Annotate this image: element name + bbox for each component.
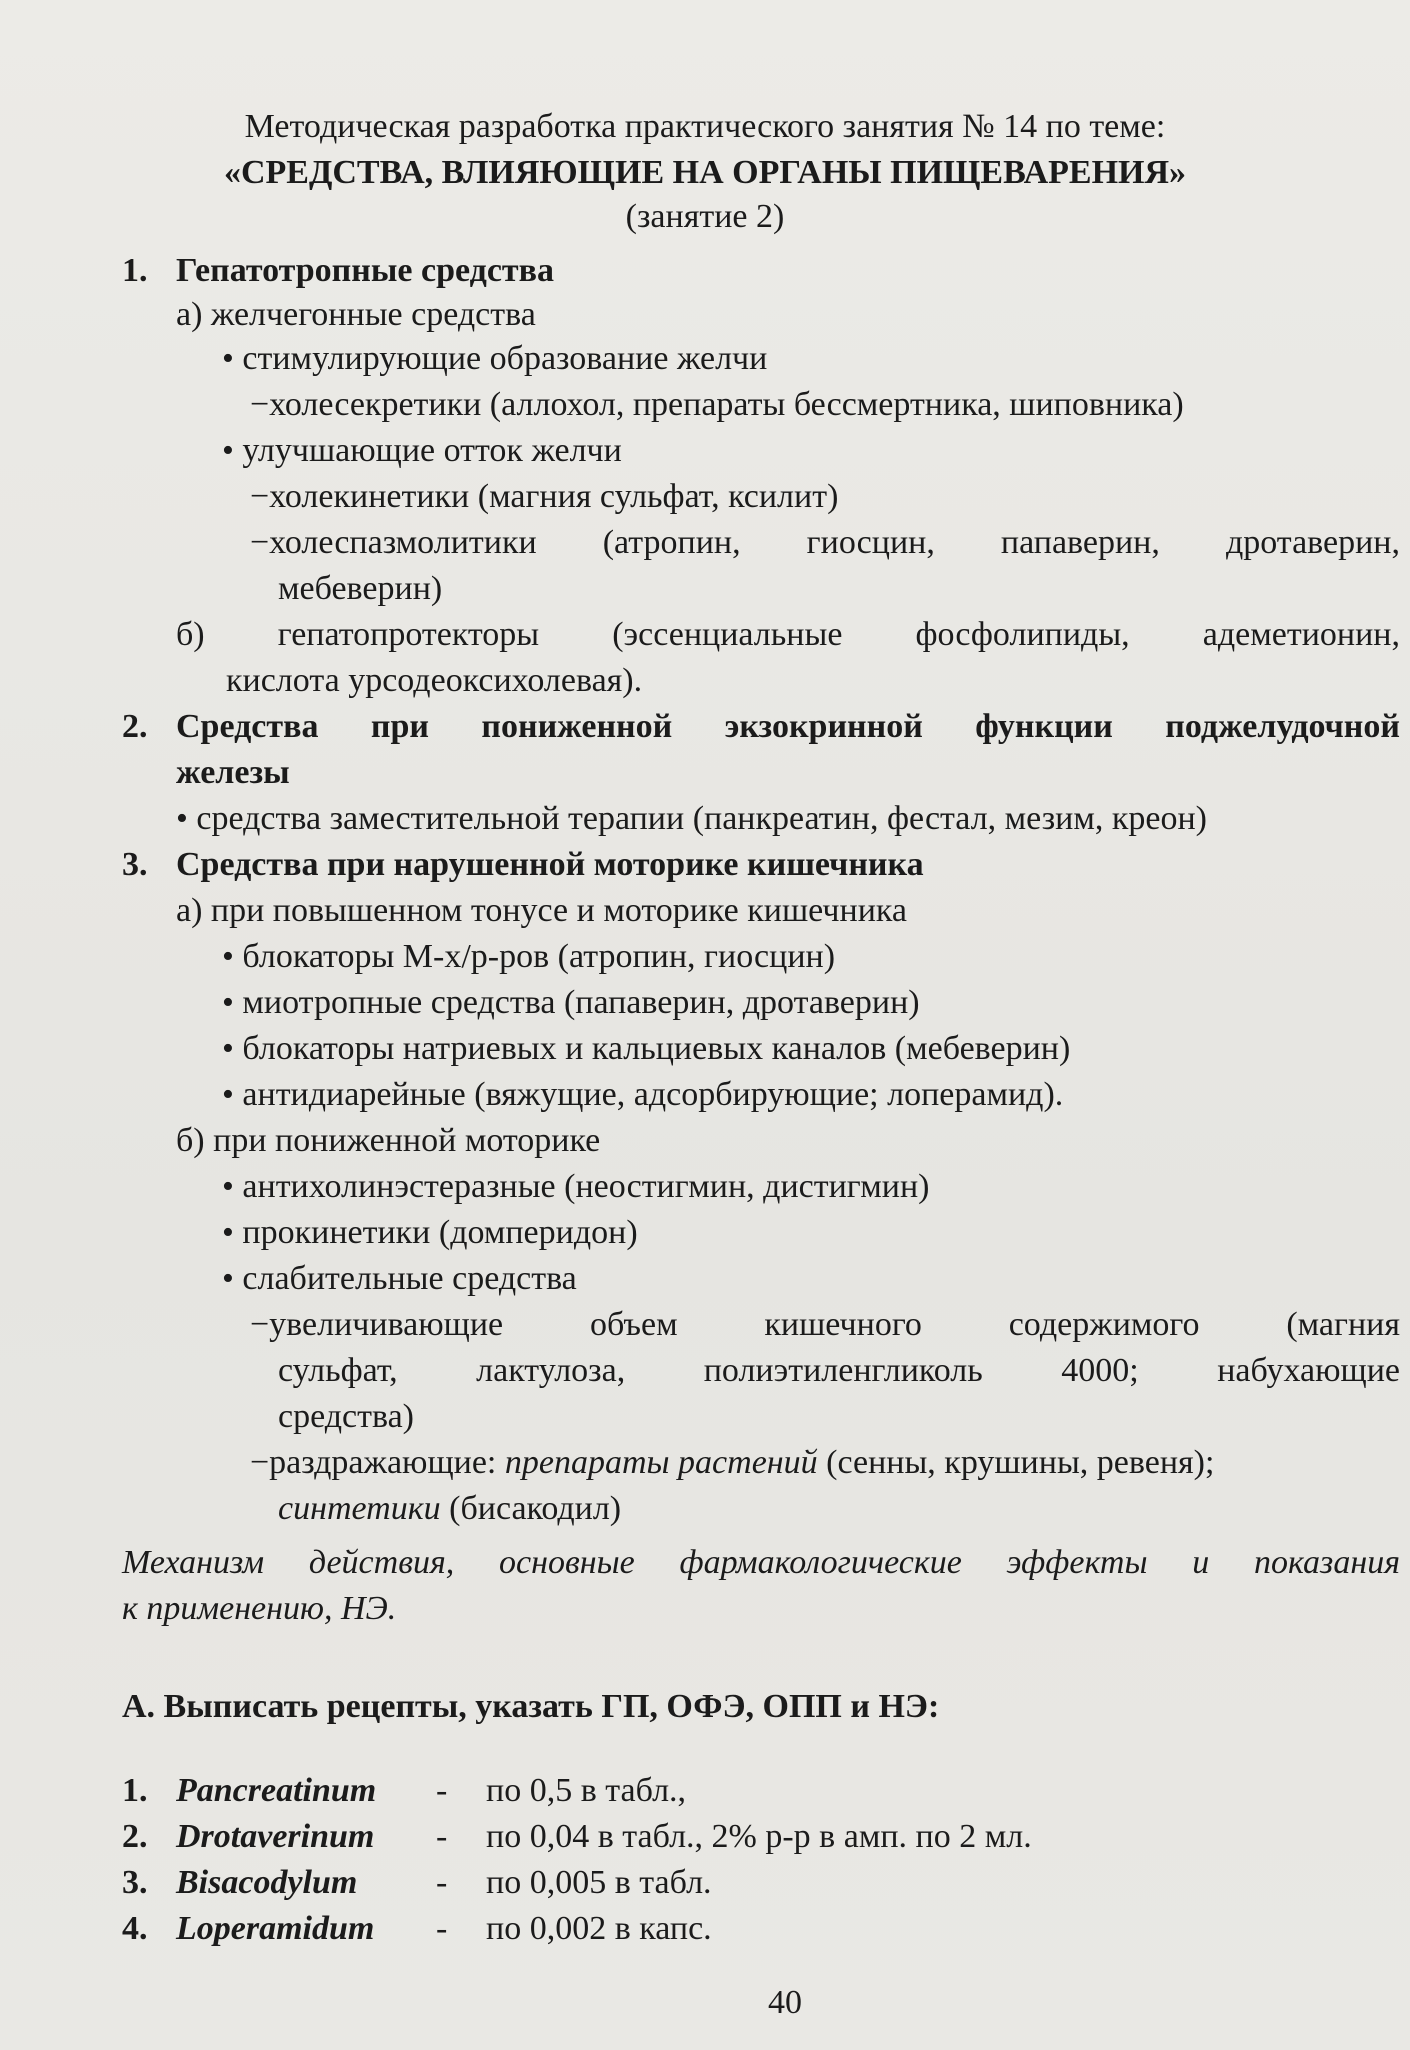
drug-name: Drotaverinum	[176, 1818, 375, 1855]
section-title: Гепатотропные средства	[176, 252, 554, 289]
section-1-heading	[122, 248, 554, 294]
dash-item-continued: мебеверин)	[278, 570, 443, 607]
section-title: Средства при пониженной экзокринной функции поджелудочной	[176, 708, 1400, 745]
dash-item-continued: сульфат, лактулоза, полиэтиленгликоль 4000; набухающие	[278, 1352, 1400, 1389]
prescription-item	[122, 1814, 1032, 1860]
item-number: 1.	[122, 1772, 148, 1809]
mechanism-note-continued: к применению, НЭ.	[122, 1590, 397, 1627]
mechanism-note: Механизм действия, основные фармакологические эффекты и показания	[122, 1544, 1400, 1581]
dash-item: −увеличивающие объем кишечного содержимого (магния	[250, 1306, 1400, 1343]
drug-name: Loperamidum	[176, 1910, 375, 1947]
dash-item: −холесекретики (аллохол, препараты бессмертника, шиповника)	[250, 386, 1184, 423]
bullet-item: • антидиарейные (вяжущие, адсорбирующие; лоперамид).	[222, 1076, 1064, 1113]
page-number: 40	[768, 1984, 802, 2021]
drug-form: по 0,005 в табл.	[486, 1864, 712, 1901]
document-subtitle: (занятие 2)	[625, 198, 785, 235]
item-dash: -	[436, 1910, 448, 1947]
subsection-b: б) при пониженной моторике	[176, 1122, 601, 1159]
item-number: 2.	[122, 1818, 148, 1855]
drug-name: Bisacodylum	[176, 1864, 358, 1901]
dash-item-continued	[278, 1486, 621, 1532]
dash-text-italic: препараты растений	[504, 1444, 818, 1481]
subsection-a: а) желчегонные средства	[176, 296, 536, 333]
dash-item-continued: средства)	[278, 1398, 414, 1435]
bullet-item: • антихолинэстеразные (неостигмин, дистигмин)	[222, 1168, 930, 1205]
bullet-item: • слабительные средства	[222, 1260, 577, 1297]
header-line: Методическая разработка практического занятия № 14 по теме:	[244, 108, 1166, 145]
item-dash: -	[436, 1864, 448, 1901]
section-title-continued: железы	[176, 754, 290, 791]
drug-form: по 0,04 в табл., 2% р-р в амп. по 2 мл.	[486, 1818, 1032, 1855]
bullet-item: • стимулирующие образование желчи	[222, 340, 768, 377]
subsection-a: а) при повышенном тонусе и моторике кишечника	[176, 892, 907, 929]
subsection-b-continued: кислота урсодеоксихолевая).	[226, 662, 643, 699]
bullet-item: • средства заместительной терапии (панкреатин, фестал, мезим, креон)	[176, 800, 1207, 837]
dash-text: (бисакодил)	[440, 1490, 622, 1527]
bullet-item: • блокаторы натриевых и кальциевых каналов (мебеверин)	[222, 1030, 1071, 1067]
section-number: 2.	[122, 708, 148, 745]
dash-item	[250, 1440, 1214, 1486]
subsection-b: б) гепатопротекторы (эссенциальные фосфолипиды, адеметионин,	[176, 616, 1400, 653]
prescription-item	[122, 1860, 712, 1906]
prescription-item	[122, 1768, 686, 1814]
bullet-item: • улучшающие отток желчи	[222, 432, 622, 469]
bullet-item: • блокаторы М-х/р-ров (атропин, гиосцин)	[222, 938, 836, 975]
section-number: 3.	[122, 846, 148, 883]
section-title: Средства при нарушенной моторике кишечника	[176, 846, 924, 883]
item-dash: -	[436, 1818, 448, 1855]
drug-form: по 0,5 в табл.,	[486, 1772, 687, 1809]
dash-item: −холекинетики (магния сульфат, ксилит)	[250, 478, 839, 515]
section-number: 1.	[122, 252, 148, 289]
dash-text-italic: синтетики	[278, 1490, 441, 1527]
item-number: 4.	[122, 1910, 148, 1947]
item-dash: -	[436, 1772, 448, 1809]
document-title: «СРЕДСТВА, ВЛИЯЮЩИЕ НА ОРГАНЫ ПИЩЕВАРЕНИЯ»	[223, 154, 1187, 191]
dash-text: −раздражающие:	[250, 1444, 505, 1481]
dash-item: −холеспазмолитики (атропин, гиосцин, папаверин, дротаверин,	[250, 524, 1400, 561]
section-3-heading	[122, 842, 924, 888]
prescription-item	[122, 1906, 712, 1952]
task-heading: А. Выписать рецепты, указать ГП, ОФЭ, ОПП и НЭ:	[122, 1688, 940, 1725]
item-number: 3.	[122, 1864, 148, 1901]
section-2-heading	[122, 704, 1400, 750]
dash-text: (сенны, крушины, ревеня);	[817, 1444, 1215, 1481]
drug-form: по 0,002 в капс.	[486, 1910, 712, 1947]
bullet-item: • миотропные средства (папаверин, дротаверин)	[222, 984, 920, 1021]
bullet-item: • прокинетики (домперидон)	[222, 1214, 638, 1251]
drug-name: Pancreatinum	[176, 1772, 377, 1809]
